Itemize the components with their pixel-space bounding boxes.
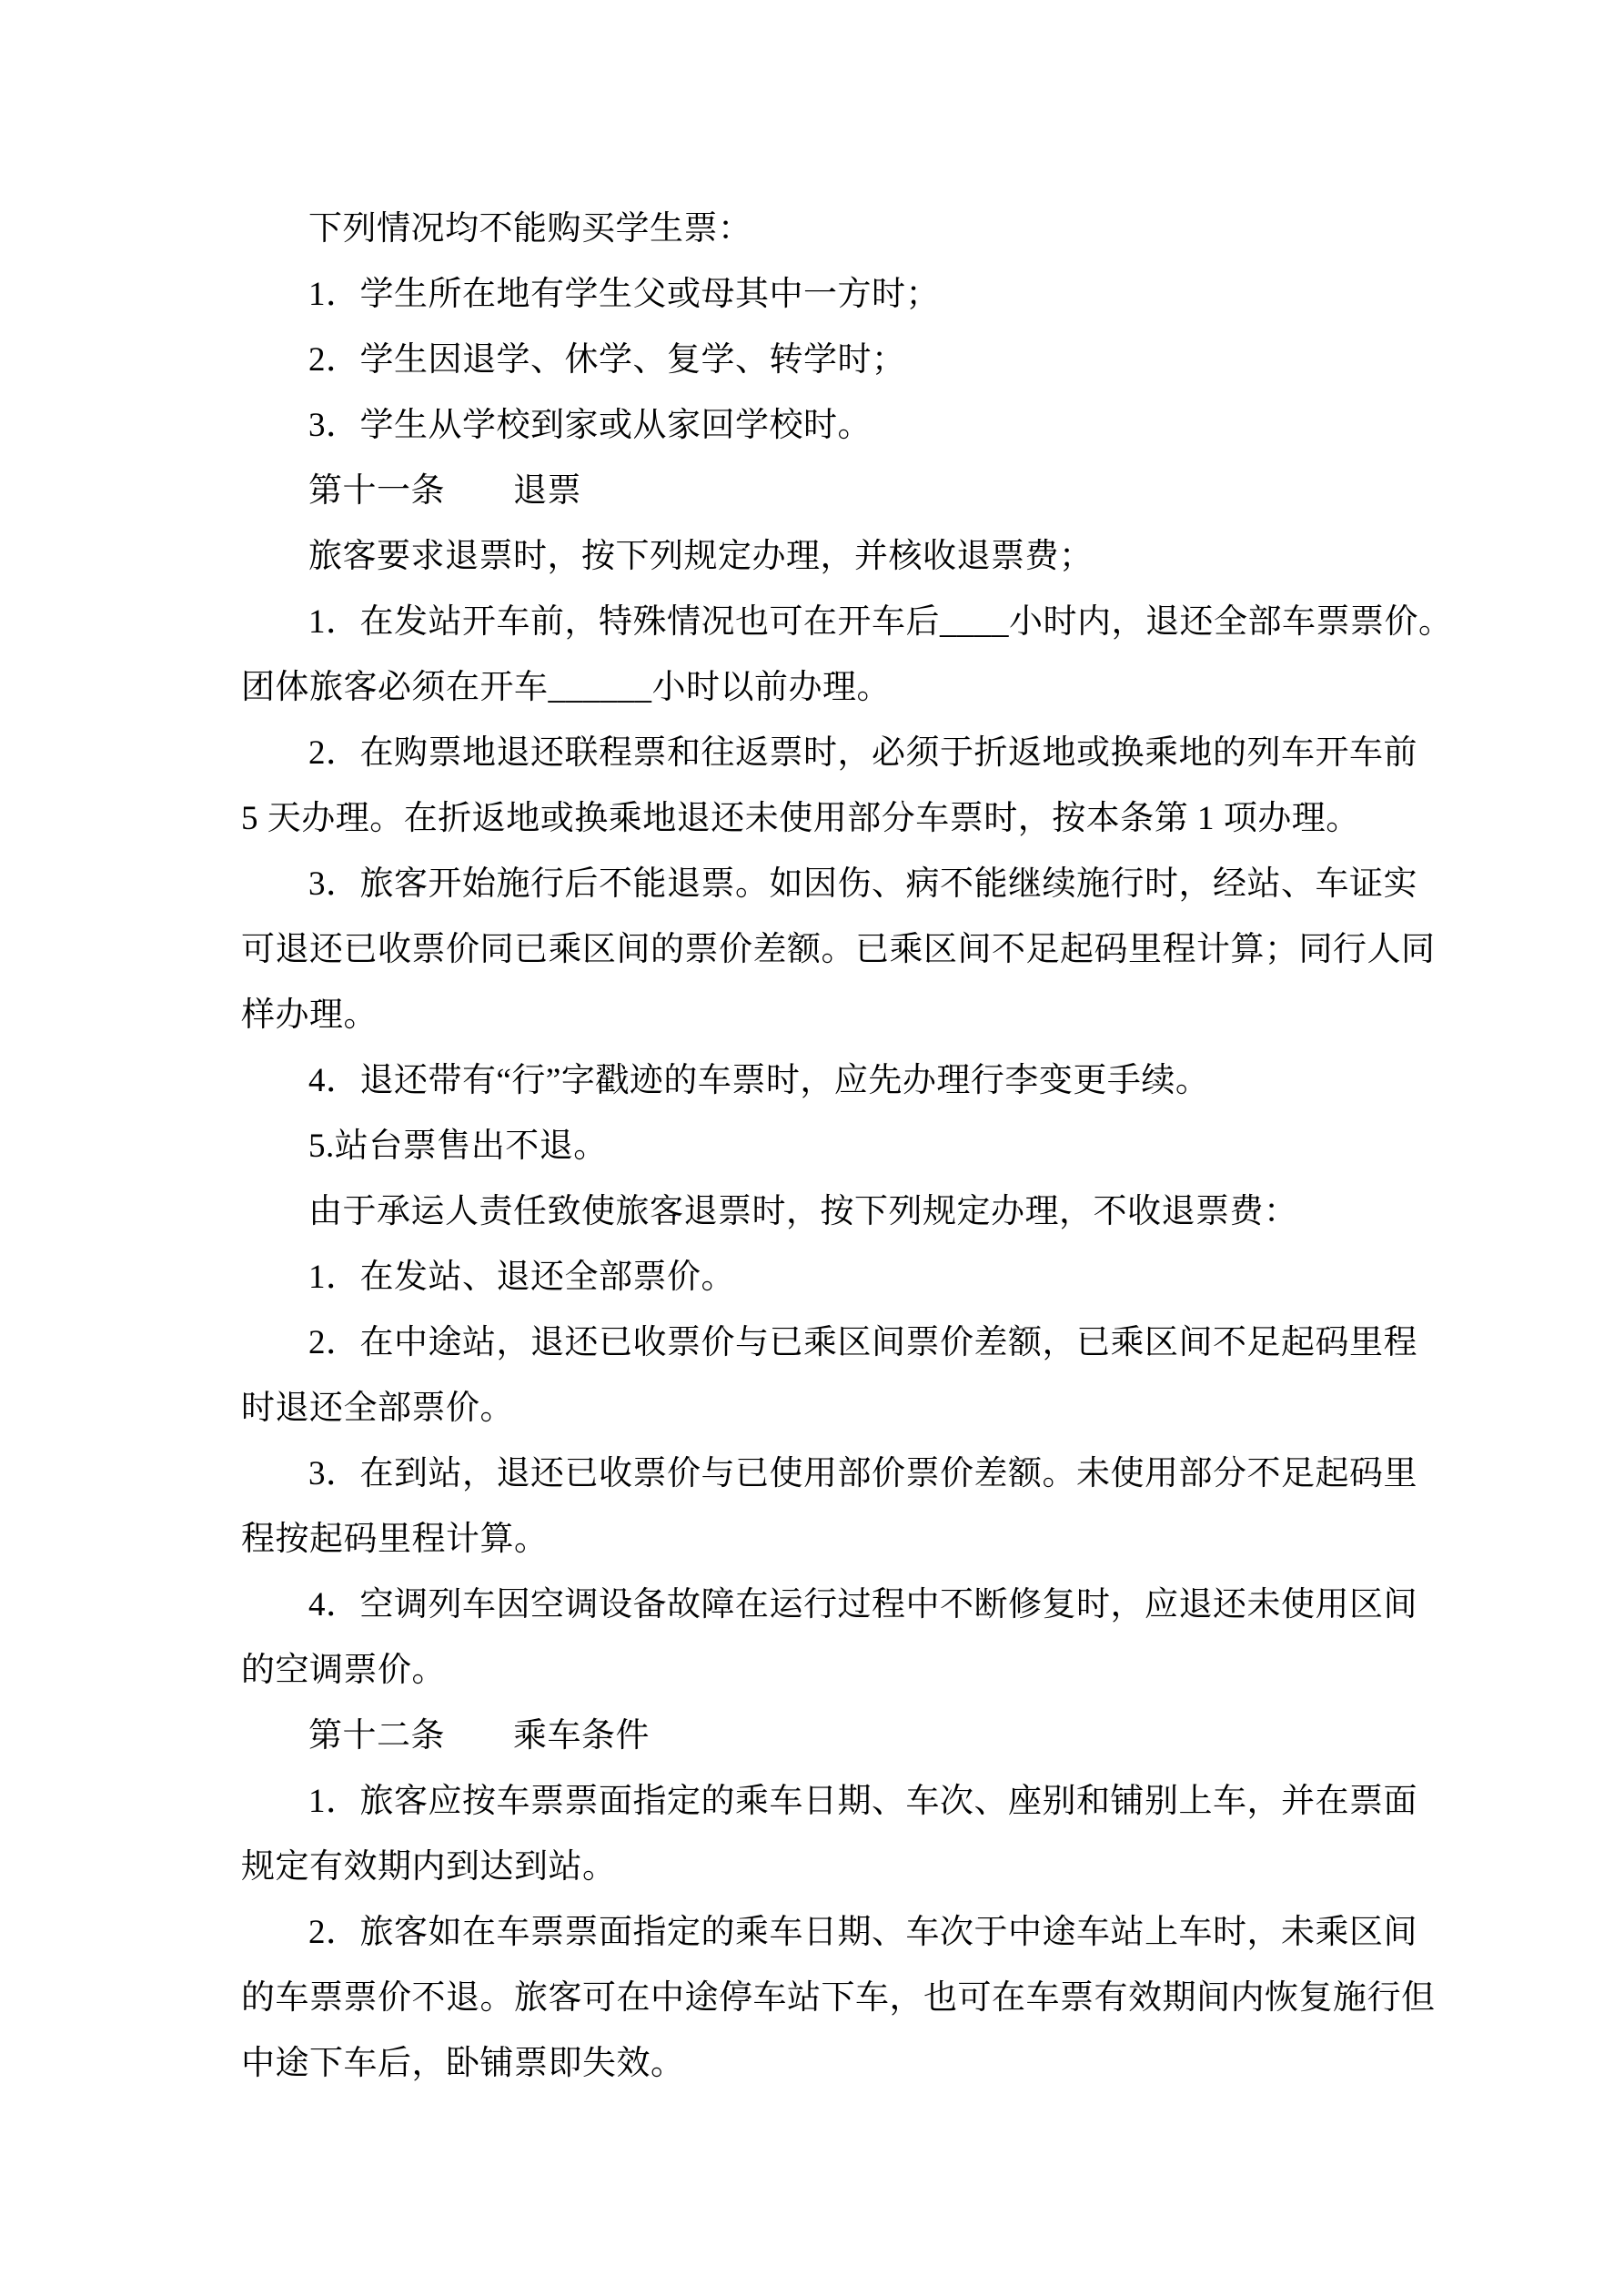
- text-line: 1．旅客应按车票票面指定的乘车日期、车次、座别和铺别上车，并在票面: [308, 1783, 1417, 1820]
- text-line: 样办理。: [241, 996, 378, 1034]
- text-line: 4．空调列车因空调设备故障在运行过程中不断修复时，应退还未使用区间: [308, 1586, 1417, 1623]
- text-line: 程按起码里程计算。: [241, 1521, 549, 1558]
- text-line: 的空调票价。: [241, 1652, 446, 1689]
- text-line: 2．旅客如在车票票面指定的乘车日期、车次于中途车站上车时，未乘区间: [308, 1914, 1417, 1951]
- text-line: 1．在发站开车前，特殊情况也可在开车后____小时内，退还全部车票票价。: [308, 603, 1453, 641]
- text-line: 第十一条 退票: [308, 472, 581, 510]
- text-line: 下列情况均不能购买学生票：: [308, 210, 752, 248]
- text-line: 时退还全部票价。: [241, 1390, 514, 1427]
- text-line: 2．在中途站，退还已收票价与已乘区间票价差额，已乘区间不足起码里程: [308, 1324, 1417, 1361]
- text-line: 5.站台票售出不退。: [308, 1128, 608, 1165]
- text-line: 中途下车后，卧铺票即失效。: [241, 2045, 685, 2082]
- text-line: 3．在到站，退还已收票价与已使用部价票价差额。未使用部分不足起码里: [308, 1455, 1417, 1492]
- text-line: 3．学生从学校到家或从家回学校时。: [308, 407, 872, 444]
- text-line: 可退还已收票价同已乘区间的票价差额。已乘区间不足起码里程计算；同行人同: [241, 931, 1436, 968]
- text-line: 规定有效期内到达到站。: [241, 1848, 617, 1886]
- text-line: 第十二条 乘车条件: [308, 1717, 650, 1755]
- text-line: 2．在购票地退还联程票和往返票时，必须于折返地或换乘地的列车开车前: [308, 734, 1417, 772]
- text-line: 团体旅客必须在开车______小时以前办理。: [241, 669, 891, 706]
- text-line: 4．退还带有“行”字戳迹的车票时，应先办理行李变更手续。: [308, 1062, 1210, 1099]
- document-body: [241, 197, 1453, 2097]
- text-line: 2．学生因退学、休学、复学、转学时；: [308, 341, 906, 379]
- text-line: 1．在发站、退还全部票价。: [308, 1259, 735, 1296]
- text-line: 1．学生所在地有学生父或母其中一方时；: [308, 276, 940, 313]
- text-line: 旅客要求退票时，按下列规定办理，并核收退票费；: [308, 538, 1094, 575]
- text-line: 由于承运人责任致使旅客退票时，按下列规定办理，不收退票费：: [308, 1193, 1298, 1230]
- text-line: 的车票票价不退。旅客可在中途停车站下车，也可在车票有效期间内恢复施行但: [241, 1979, 1436, 2017]
- text-line: 5 天办理。在折返地或换乘地退还未使用部分车票时，按本条第 1 项办理。: [241, 800, 1360, 837]
- text-line: 3．旅客开始施行后不能退票。如因伤、病不能继续施行时，经站、车证实: [308, 865, 1417, 903]
